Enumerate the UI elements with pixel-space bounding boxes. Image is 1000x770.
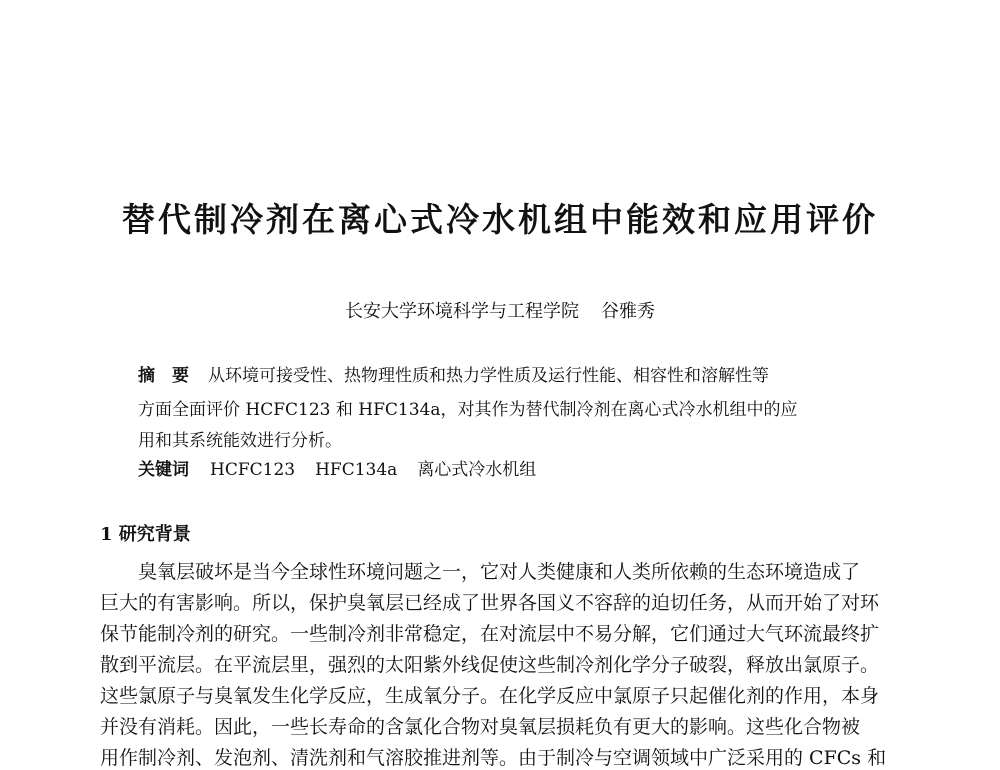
body-line-5: 这些氯原子与臭氧发生化学反应，生成氧分子。在化学反应中氯原子只起催化剂的作用，本身 bbox=[100, 685, 880, 707]
paper-title: 替代制冷剂在离心式冷水机组中能效和应用评价 bbox=[122, 200, 878, 239]
keyword-2: HFC134a bbox=[315, 460, 398, 480]
abstract-label: 摘 要 bbox=[138, 366, 189, 386]
author-name: 谷雅秀 bbox=[601, 301, 655, 322]
abstract-line-2: 方面全面评价 HCFC123 和 HFC134a，对其作为替代制冷剂在离心式冷水机组中的应 bbox=[138, 400, 798, 420]
keyword-1: HCFC123 bbox=[210, 460, 296, 480]
abstract-text-1: 从环境可接受性、热物理性质和热力学性质及运行性能、相容性和溶解性等 bbox=[208, 366, 769, 386]
abstract-line-1 bbox=[138, 361, 769, 386]
body-line-6: 并没有消耗。因此，一些长寿命的含氯化合物对臭氧层损耗负有更大的影响。这些化合物被 bbox=[100, 716, 861, 738]
body-line-2: 巨大的有害影响。所以，保护臭氧层已经成了世界各国义不容辞的迫切任务，从而开始了对环 bbox=[100, 592, 880, 614]
byline bbox=[0, 297, 1000, 323]
body-line-4: 散到平流层。在平流层里，强烈的太阳紫外线促使这些制冷剂化学分子破裂，释放出氯原子。 bbox=[100, 654, 880, 676]
abstract-line-3: 用和其系统能效进行分析。 bbox=[138, 431, 342, 451]
body-line-7: 用作制冷剂、发泡剂、清洗剂和气溶胶推进剂等。由于制冷与空调领域中广泛采用的 CFCs 和 bbox=[100, 747, 887, 769]
keywords-line bbox=[138, 455, 536, 480]
keyword-3: 离心式冷水机组 bbox=[417, 460, 537, 480]
section-heading: 1 研究背景 bbox=[100, 524, 191, 545]
body-line-1: 臭氧层破坏是当今全球性环境问题之一，它对人类健康和人类所依赖的生态环境造成了 bbox=[100, 561, 861, 583]
body-line-3: 保节能制冷剂的研究。一些制冷剂非常稳定，在对流层中不易分解，它们通过大气环流最终扩 bbox=[100, 623, 880, 645]
affiliation: 长安大学环境科学与工程学院 bbox=[345, 301, 579, 322]
keywords-label: 关键词 bbox=[138, 460, 189, 480]
